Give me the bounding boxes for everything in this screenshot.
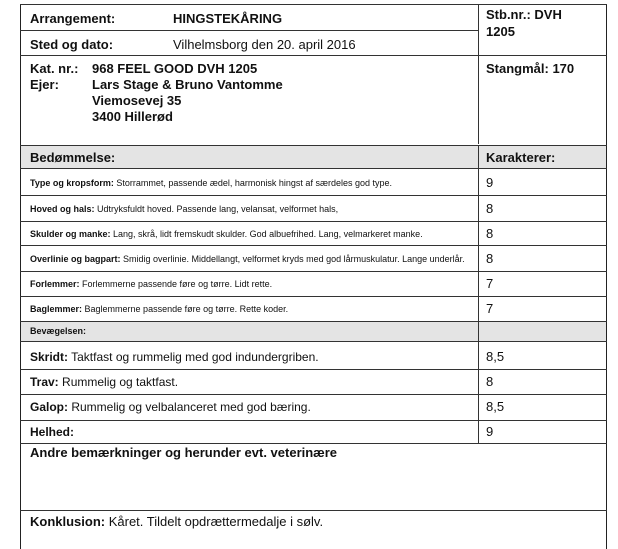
rule (20, 394, 607, 395)
movement-header-bar (21, 321, 606, 341)
criterion-row (30, 279, 272, 289)
criterion-text: Forlemmerne passende føre og tørre. Lidt rette. (79, 279, 273, 289)
owner-line: Viemosevej 35 (92, 93, 182, 108)
rule (20, 321, 607, 322)
criterion-grade: 8 (486, 201, 494, 216)
column-divider (478, 145, 479, 443)
movement-row (30, 350, 319, 364)
rule (20, 221, 607, 222)
criterion-row (30, 304, 288, 314)
rule (20, 510, 607, 511)
owner-label: Ejer: (30, 77, 59, 92)
rule (20, 4, 607, 5)
rule (20, 443, 607, 444)
height-value: Stangmål: 170 (486, 61, 575, 76)
movement-text: Rummelig og taktfast. (58, 375, 179, 389)
arrangement-value: HINGSTEKÅRING (173, 11, 283, 26)
criterion-grade: 7 (486, 276, 494, 291)
conclusion-text: Kåret. Tildelt opdrættermedalje i sølv. (105, 514, 324, 529)
criterion-label: Baglemmer: (30, 304, 83, 314)
movement-label: Skridt: (30, 350, 69, 364)
conclusion-row (30, 514, 323, 529)
criterion-text: Smidig overlinie. Middellangt, velformet kryds med god lårmuskulatur. Lange underlår. (120, 254, 465, 264)
column-divider (478, 4, 479, 144)
movement-grade: 8,5 (486, 349, 505, 364)
movement-row (30, 425, 74, 439)
rule (20, 245, 607, 246)
assessment-title: Bedømmelse: (30, 150, 116, 165)
criterion-label: Type og kropsform: (30, 178, 114, 188)
movement-label: Trav: (30, 375, 59, 389)
movement-label: Helhed: (30, 425, 75, 439)
grades-title: Karakterer: (486, 150, 556, 165)
movement-grade: 8,5 (486, 399, 505, 414)
criterion-label: Forlemmer: (30, 279, 80, 289)
owner-line: Lars Stage & Bruno Vantomme (92, 77, 283, 92)
place-value: Vilhelmsborg den 20. april 2016 (173, 37, 356, 52)
stb-value: 1205 (486, 24, 515, 39)
rule (20, 195, 607, 196)
rule (20, 145, 607, 146)
rule (20, 369, 607, 370)
criterion-label: Hoved og hals: (30, 204, 95, 214)
movement-row (30, 375, 178, 389)
criterion-row (30, 254, 465, 264)
criterion-text: Udtryksfuldt hoved. Passende lang, velansat, velformet hals, (94, 204, 339, 214)
cat-value: 968 FEEL GOOD DVH 1205 (92, 61, 258, 76)
movement-title: Bevægelsen: (30, 326, 87, 336)
criterion-row (30, 204, 338, 214)
criterion-row (30, 229, 423, 239)
rule (20, 30, 478, 31)
criterion-text: Lang, skrå, lidt fremskudt skulder. God albuefrihed. Lang, velmarkeret manke. (110, 229, 423, 239)
movement-label: Galop: (30, 400, 68, 414)
stb-label: Stb.nr.: DVH (486, 7, 562, 22)
remarks-title: Andre bemærkninger og herunder evt. veterinære (30, 445, 338, 460)
criterion-label: Overlinie og bagpart: (30, 254, 121, 264)
movement-grade: 8 (486, 374, 494, 389)
movement-text: Taktfast og rummelig med god indundergriben. (68, 350, 319, 364)
rule (20, 341, 607, 342)
arrangement-label: Arrangement: (30, 11, 116, 26)
criterion-grade: 9 (486, 175, 494, 190)
criterion-grade: 8 (486, 226, 494, 241)
rule (20, 55, 607, 56)
criterion-label: Skulder og manke: (30, 229, 111, 239)
conclusion-label: Konklusion: (30, 514, 106, 529)
criterion-row (30, 178, 392, 188)
rule (20, 168, 607, 169)
criterion-grade: 7 (486, 301, 494, 316)
owner-line: 3400 Hillerød (92, 109, 173, 124)
movement-grade: 9 (486, 424, 494, 439)
cat-label: Kat. nr.: (30, 61, 79, 76)
rule (20, 420, 607, 421)
place-label: Sted og dato: (30, 37, 114, 52)
criterion-grade: 8 (486, 251, 494, 266)
rule (20, 296, 607, 297)
criterion-text: Baglemmerne passende føre og tørre. Rette koder. (82, 304, 289, 314)
movement-text: Rummelig og velbalanceret med god bæring. (68, 400, 311, 414)
movement-row (30, 400, 311, 414)
criterion-text: Storrammet, passende ædel, harmonisk hingst af særdeles god type. (113, 178, 392, 188)
rule (20, 271, 607, 272)
